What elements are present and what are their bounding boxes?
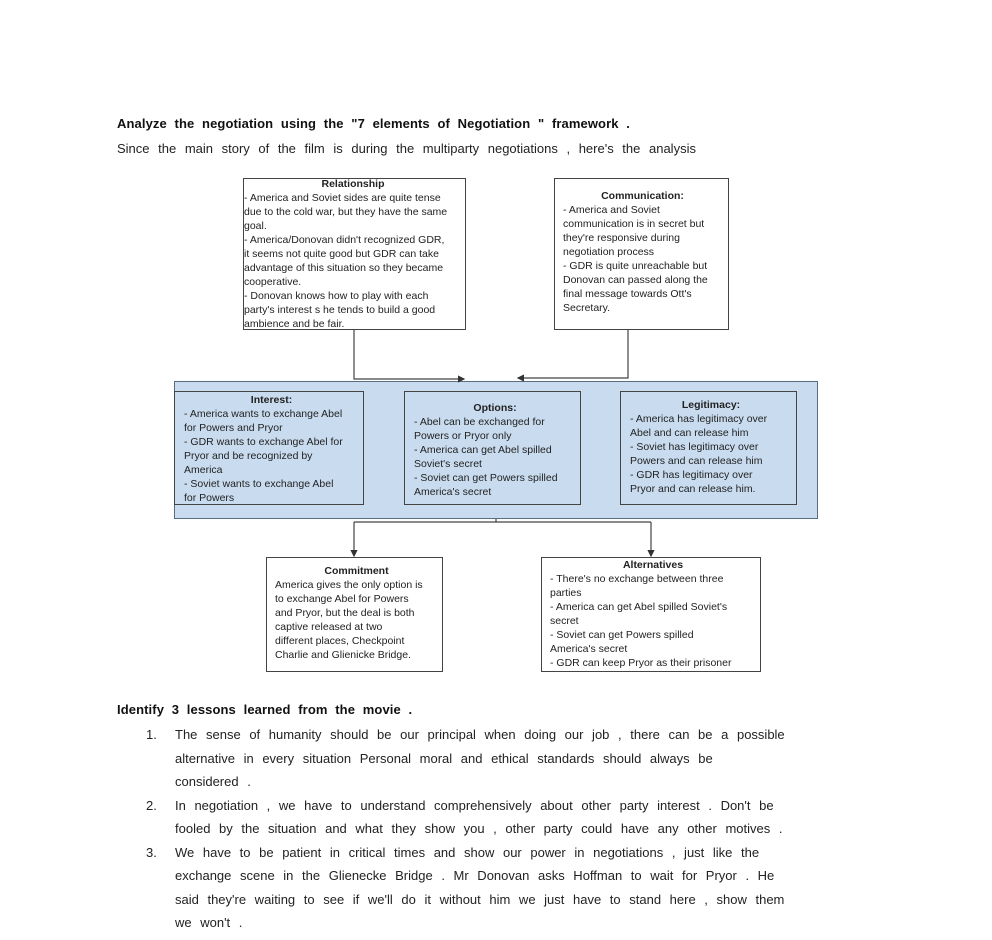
communication-line: - GDR is quite unreachable but bbox=[563, 260, 708, 272]
alternatives-line: - America can get Abel spilled Soviet's bbox=[550, 601, 728, 613]
relationship-line: advantage of this situation so they became bbox=[244, 262, 444, 274]
legitimacy-line: Pryor and can release him. bbox=[630, 483, 756, 495]
alternatives-title: Alternatives bbox=[622, 559, 684, 571]
options-line: America's secret bbox=[414, 486, 492, 498]
connector-communication bbox=[518, 330, 628, 378]
interest-line: - Soviet wants to exchange Abel bbox=[184, 478, 334, 490]
intro-paragraph: Since the main story of the film is during the multiparty negotiations , here's the analysis bbox=[117, 141, 696, 156]
legitimacy-line: - Soviet has legitimacy over bbox=[630, 441, 759, 453]
interest-line: for Powers and Pryor bbox=[184, 422, 283, 434]
communication-line: they're responsive during bbox=[563, 232, 680, 244]
heading-analyze: Analyze the negotiation using the "7 elements of Negotiation " framework . bbox=[117, 116, 631, 131]
relationship-line: - Donovan knows how to play with each bbox=[244, 290, 429, 302]
legitimacy-line: Abel and can release him bbox=[630, 427, 749, 439]
interest-line: - America wants to exchange Abel bbox=[184, 408, 343, 420]
communication-title: Communication: bbox=[601, 190, 684, 202]
legitimacy-line: - GDR has legitimacy over bbox=[630, 469, 753, 481]
box-commitment bbox=[266, 557, 443, 672]
legitimacy-line: Powers and can release him bbox=[630, 455, 763, 467]
interest-title: Interest: bbox=[250, 394, 293, 406]
alternatives-line: - Soviet can get Powers spilled bbox=[550, 629, 694, 641]
relationship-line: party's interest s he tends to build a good bbox=[244, 304, 436, 316]
lesson-line: We have to be patient in critical times and show our power in negotiations , just like the bbox=[175, 844, 760, 860]
box-communication bbox=[554, 178, 729, 330]
lesson-line: The sense of humanity should be our principal when doing our job , there can be a possible bbox=[175, 727, 785, 742]
communication-line: final message towards Ott's bbox=[563, 288, 692, 300]
lesson-line: exchange scene in the Glienecke Bridge . Mr Donovan asks Hoffman to wait for Pryor . He bbox=[175, 868, 775, 883]
legitimacy-title: Legitimacy: bbox=[681, 399, 741, 411]
communication-line: Donovan can passed along the bbox=[563, 274, 708, 286]
lesson-item bbox=[117, 794, 877, 841]
alternatives-line: secret bbox=[550, 615, 579, 627]
options-line: - Abel can be exchanged for bbox=[414, 416, 545, 428]
connector-relationship bbox=[354, 330, 464, 379]
legitimacy-line: - America has legitimacy over bbox=[630, 413, 768, 425]
relationship-line: ambience and be fair. bbox=[244, 318, 345, 330]
alternatives-line: America's secret bbox=[550, 643, 628, 655]
relationship-line: due to the cold war, but they have the same bbox=[244, 206, 448, 218]
lesson-line: In negotiation , we have to understand comprehensively about other party interest . Don't be bbox=[175, 797, 774, 813]
lesson-item bbox=[117, 841, 877, 935]
lesson-line: alternative in every situation Personal moral and ethical standards should always be bbox=[175, 750, 713, 766]
alternatives-line: parties bbox=[550, 587, 582, 599]
options-line: Powers or Pryor only bbox=[414, 430, 512, 442]
lesson-item bbox=[117, 723, 877, 794]
options-line: - America can get Abel spilled bbox=[414, 444, 552, 456]
alternatives-line: - GDR can keep Pryor as their prisoner bbox=[550, 657, 732, 669]
communication-line: Secretary. bbox=[563, 302, 611, 314]
options-title: Options: bbox=[473, 402, 517, 414]
options-line: Soviet's secret bbox=[414, 458, 482, 470]
box-interest bbox=[174, 391, 364, 505]
interest-line: Pryor and be recognized by bbox=[184, 450, 313, 462]
box-alternatives bbox=[541, 557, 761, 672]
commitment-title: Commitment bbox=[324, 565, 389, 577]
communication-line: negotiation process bbox=[563, 246, 655, 258]
commitment-line: Charlie and Glienicke Bridge. bbox=[275, 649, 411, 661]
commitment-line: to exchange Abel for Powers bbox=[275, 593, 409, 605]
communication-line: communication is in secret but bbox=[563, 218, 705, 230]
relationship-line: - America/Donovan didn't recognized GDR, bbox=[244, 234, 445, 246]
box-options bbox=[404, 391, 581, 505]
commitment-line: different places, Checkpoint bbox=[275, 635, 405, 647]
lesson-line: said they're waiting to see if we'll do it without him we just have to stand here , show them bbox=[175, 891, 785, 907]
commitment-line: captive released at two bbox=[275, 621, 383, 633]
interest-line: - GDR wants to exchange Abel for bbox=[184, 436, 343, 448]
relationship-line: goal. bbox=[244, 220, 267, 232]
relationship-line: it seems not quite good but GDR can take bbox=[244, 248, 439, 260]
alternatives-line: - There's no exchange between three bbox=[550, 573, 724, 585]
lesson-line: fooled by the situation and what they show you , other party could have any other motives . bbox=[175, 821, 783, 836]
commitment-line: America gives the only option is bbox=[275, 579, 423, 591]
lesson-number: 1. bbox=[146, 727, 157, 742]
communication-line: - America and Soviet bbox=[563, 204, 660, 216]
lesson-line: we won't . bbox=[175, 915, 243, 930]
box-legitimacy bbox=[620, 391, 797, 505]
relationship-line: - America and Soviet sides are quite tense bbox=[244, 192, 441, 204]
lessons-list bbox=[117, 723, 877, 935]
relationship-line: cooperative. bbox=[244, 276, 302, 288]
interest-line: for Powers bbox=[184, 492, 235, 504]
box-relationship bbox=[243, 178, 466, 330]
interest-line: America bbox=[184, 464, 223, 476]
options-line: - Soviet can get Powers spilled bbox=[414, 472, 558, 484]
lesson-number: 3. bbox=[146, 844, 157, 860]
lesson-line: considered . bbox=[175, 774, 251, 789]
heading-lessons: Identify 3 lessons learned from the movie . bbox=[117, 702, 413, 717]
commitment-line: and Pryor, but the deal is both bbox=[275, 607, 415, 619]
relationship-title: Relationship bbox=[321, 178, 385, 190]
lesson-number: 2. bbox=[146, 797, 157, 813]
